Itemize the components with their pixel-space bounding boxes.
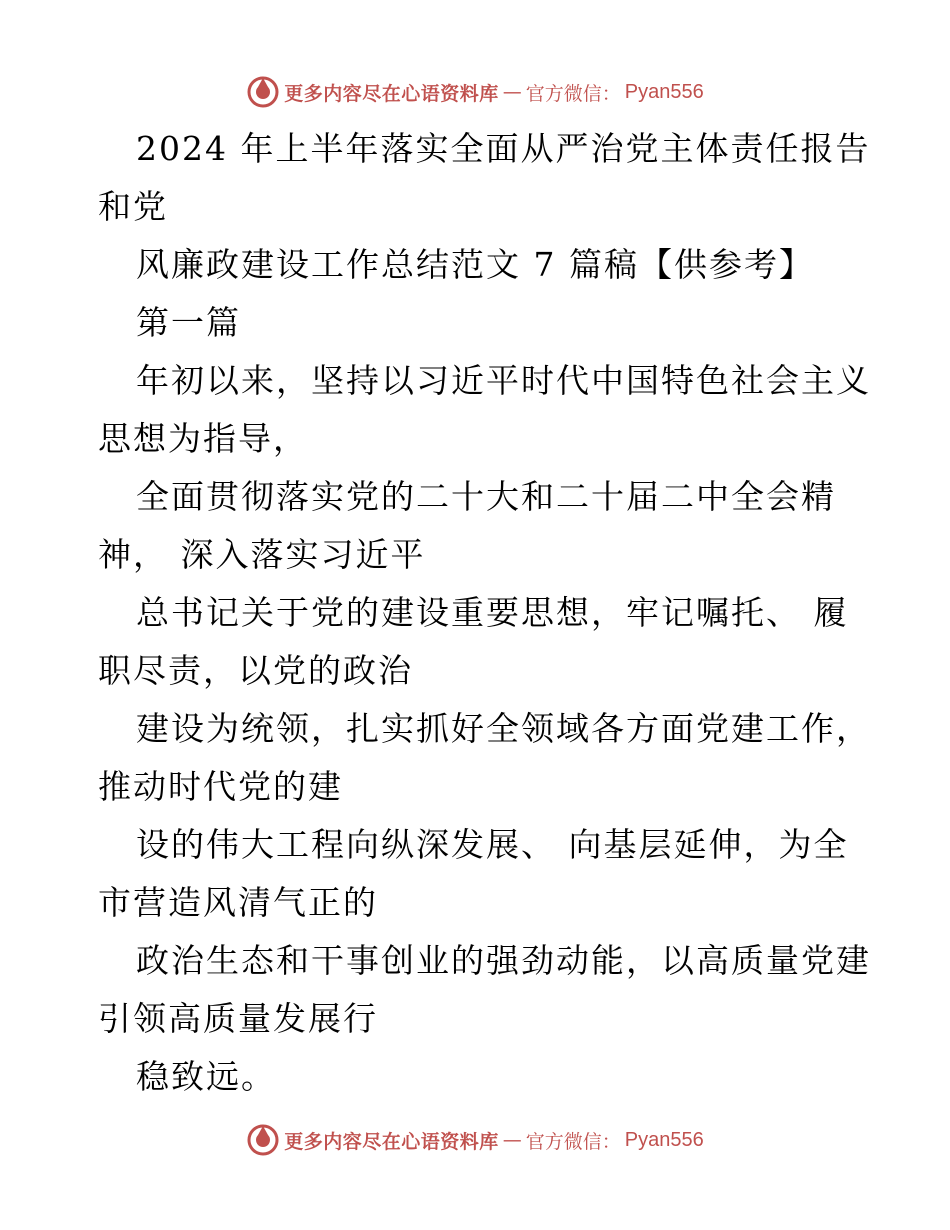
title-line-3: 风廉政建设工作总结范文 7 篇稿【供参考】 (136, 245, 814, 284)
header-watermark (0, 72, 950, 112)
watermark-brand-text: 更多内容尽在心语资料库 (284, 82, 499, 105)
paragraph-line: 推动时代党的建 (98, 767, 343, 806)
footer-watermark (0, 1120, 950, 1160)
paragraph-line: 设的伟大工程向纵深发展、 向基层延伸，为全 (136, 825, 849, 864)
watermark-separator: — (502, 81, 522, 103)
paragraph-line: 思想为指导， (98, 419, 308, 458)
section-heading: 第一篇 (136, 303, 241, 342)
document-body (98, 120, 871, 1106)
watermark-wechat-id: Pyan556 (624, 80, 704, 103)
title-line-2: 和党 (98, 187, 168, 226)
paragraph-line: 稳致远。 (136, 1057, 276, 1096)
brand-logo-icon (246, 75, 280, 109)
paragraph-line: 建设为统领，扎实抓好全领域各方面党建工作， (136, 709, 871, 748)
brand-logo-icon (246, 1123, 280, 1157)
paragraph-line: 职尽责，以党的政治 (98, 651, 413, 690)
watermark-separator: — (502, 1129, 522, 1151)
paragraph-line: 神， 深入落实习近平 (98, 535, 426, 574)
watermark-wechat-label: 官方微信： (525, 1130, 621, 1153)
paragraph-line: 全面贯彻落实党的二十大和二十届二中全会精 (136, 477, 836, 516)
paragraph-line: 总书记关于党的建设重要思想，牢记嘱托、 履 (136, 593, 849, 632)
watermark-wechat-label: 官方微信： (525, 82, 621, 105)
watermark-brand-text: 更多内容尽在心语资料库 (284, 1130, 499, 1153)
paragraph-line: 年初以来，坚持以习近平时代中国特色社会主义 (136, 361, 871, 400)
watermark-wechat-id: Pyan556 (624, 1128, 704, 1151)
title-line-1: 2024 年上半年落实全面从严治党主体责任报告 (136, 129, 871, 168)
paragraph-line: 政治生态和干事创业的强劲动能，以高质量党建 (136, 941, 871, 980)
paragraph-line: 引领高质量发展行 (98, 999, 378, 1038)
paragraph-line: 市营造风清气正的 (98, 883, 378, 922)
